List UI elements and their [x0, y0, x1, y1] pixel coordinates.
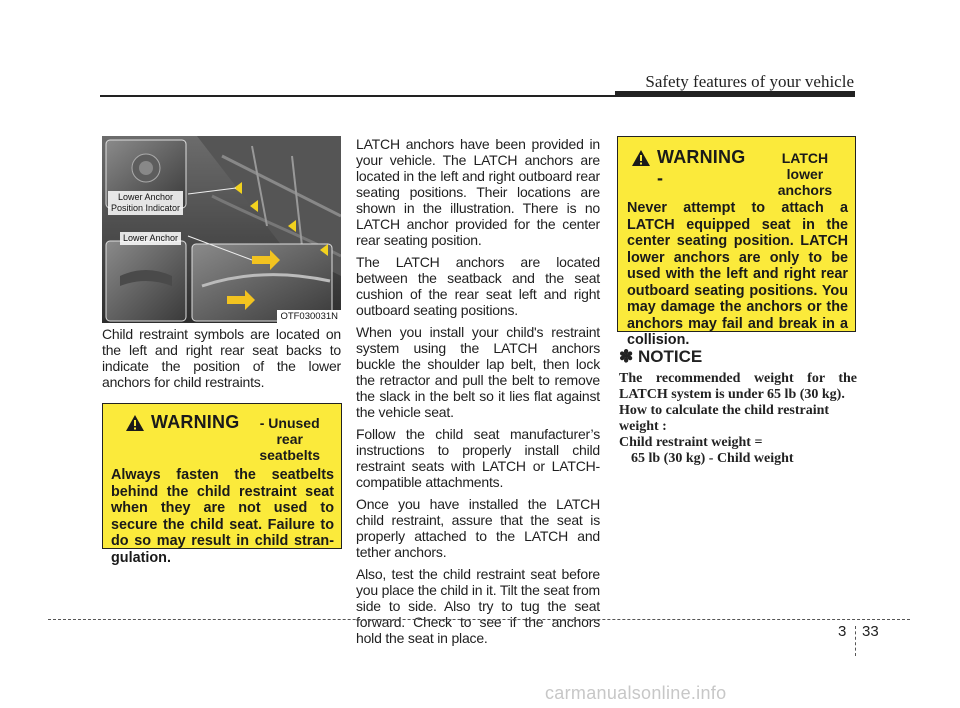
warning-body: Always fasten the seatbelts behind the child restraint seat when they are not used to secure the child seat. Failure to do so may result in child stran-gulation.	[111, 467, 334, 566]
notice-heading: ✽ NOTICE	[619, 347, 703, 366]
notice-line-2: How to calculate the child restraint weight :	[619, 403, 830, 434]
section-number: 3	[838, 623, 847, 640]
running-header: Safety features of your vehicle	[645, 72, 854, 91]
warning-subtitle: - Unused rear seatbelts	[259, 415, 321, 463]
warning-triangle-icon	[125, 414, 145, 432]
header-tab-bar	[615, 91, 855, 97]
figure-code: OTF030031N	[277, 310, 341, 323]
warning-unused-rear-seatbelts	[102, 403, 342, 566]
warning-word: WARNING	[151, 412, 240, 432]
watermark: carmanualsonline.info	[545, 683, 727, 703]
rear-seat-drawing	[102, 136, 341, 323]
warning-body: Never attempt to attach a LATCH equipped seat in the center seating position. LATCH lower anchors are only to be used with the left and right rear outboard seating positions. You may damage the anchors or the anchors may fail and break in a collision.	[627, 200, 848, 348]
lower-anchor-position-indicator-label: Lower Anchor Position Indicator	[108, 191, 183, 215]
footer-separator	[855, 626, 856, 656]
latch-anchor-illustration	[102, 136, 341, 323]
child-restraint-symbols-paragraph: Child restraint symbols are located on the left and right rear seat backs to indicate the position of the lower anchors for child restraints.	[102, 326, 341, 390]
latch-paragraph-6: Also, test the child restraint seat before you place the child in it. Tilt the seat from side to side. Also try to tug the seat forward. Check to see if the anchors hold the seat in place.	[356, 566, 600, 646]
notice-line-4: 65 lb (30 kg) - Child weight	[631, 451, 794, 466]
notice-line-3: Child restraint weight =	[619, 435, 763, 450]
latch-instructions	[356, 136, 600, 652]
latch-paragraph-3: When you install your child's restraint system using the LATCH anchors buckle the shoulder lap belt, then lock the retractor and pull the belt to remove the slack in the belt so it lies flat against the vehicle seat.	[356, 324, 600, 420]
notice-body	[619, 371, 857, 467]
latch-paragraph-5: Once you have installed the LATCH child restraint, assure that the seat is properly attached to the LATCH and tether anchors.	[356, 496, 600, 560]
latch-paragraph-2: The LATCH anchors are located between the seatback and the seat cushion of the rear seat left and right outboard seating positions.	[356, 254, 600, 318]
notice-line-1: The recommended weight for the LATCH system is under 65 lb (30 kg).	[619, 371, 857, 402]
latch-paragraph-4: Follow the child seat manufacturer’s instructions to properly install child restraint seats with LATCH or LATCH-compatible attachments.	[356, 426, 600, 490]
warning-latch-lower-anchors	[617, 136, 856, 348]
page-number: 33	[862, 623, 879, 640]
warning-subtitle: LATCH lower anchors	[777, 150, 833, 198]
latch-paragraph-1: LATCH anchors have been provided in your vehicle. The LATCH anchors are located in the left and right outboard rear seating positions. Their locations are shown in the illustration. There is no LATCH anchor provided for the center rear seating position.	[356, 136, 600, 248]
warning-word: WARNING -	[657, 147, 746, 188]
lower-anchor-label: Lower Anchor	[120, 232, 181, 245]
warning-triangle-icon	[631, 149, 651, 167]
footer-rule	[48, 619, 910, 620]
